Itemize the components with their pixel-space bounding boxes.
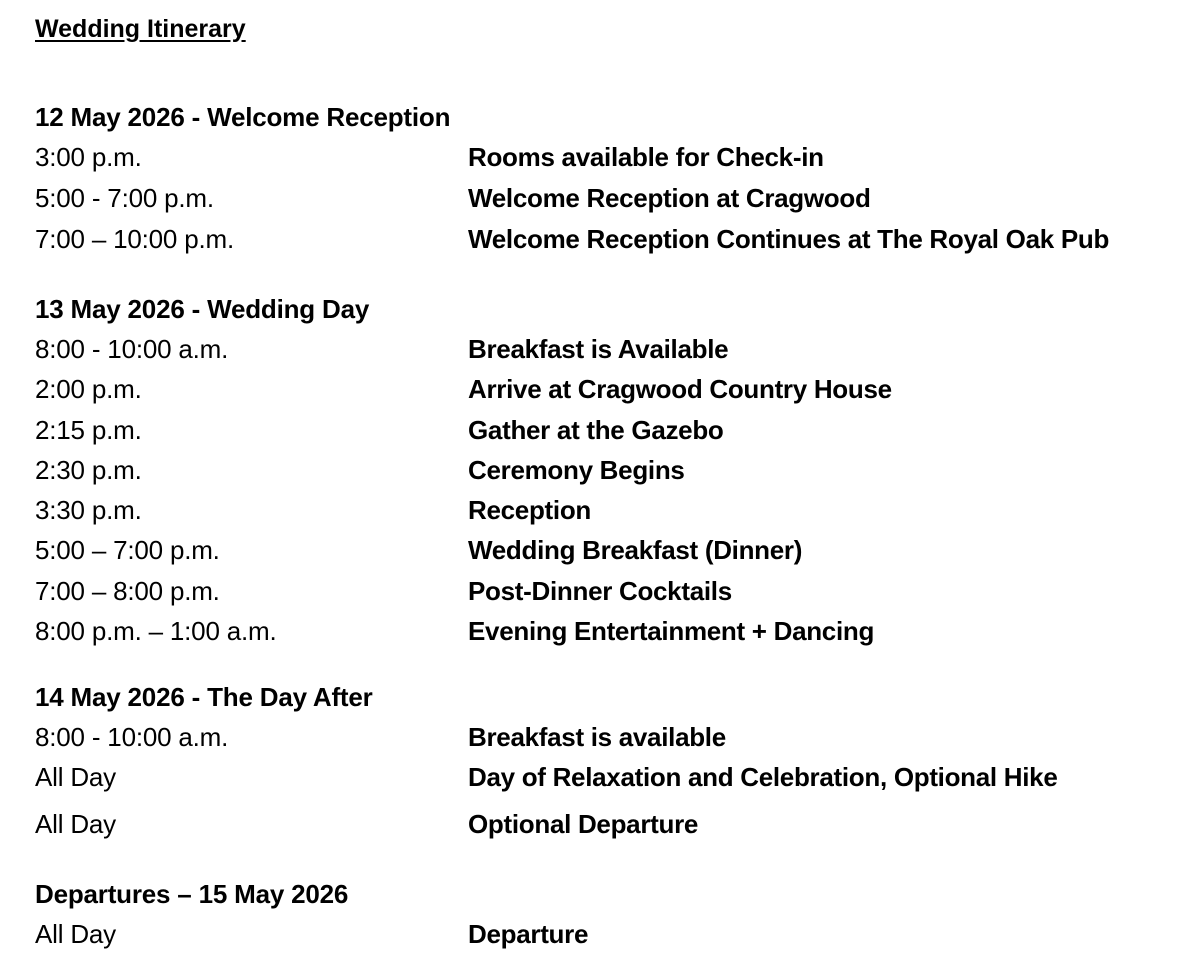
row-event: Optional Departure: [468, 809, 699, 839]
schedule-row: [35, 183, 1200, 217]
schedule-row: [35, 224, 1200, 258]
row-time: 3:30 p.m.: [35, 495, 142, 525]
row-time: All Day: [35, 809, 116, 839]
row-time: All Day: [35, 919, 116, 949]
schedule-row: [35, 334, 1200, 368]
row-event: Evening Entertainment + Dancing: [468, 616, 875, 646]
row-time: 7:00 – 10:00 p.m.: [35, 224, 234, 254]
schedule-row: [35, 455, 1200, 489]
row-event: Day of Relaxation and Celebration, Optional Hike: [468, 762, 1058, 792]
row-time: 8:00 - 10:00 a.m.: [35, 334, 229, 364]
section-heading-wedding-day: 13 May 2026 - Wedding Day: [35, 294, 370, 324]
schedule-row: [35, 762, 1200, 796]
row-event: Gather at the Gazebo: [468, 415, 724, 445]
section-heading-departures: Departures – 15 May 2026: [35, 879, 349, 909]
section-heading-day-after: 14 May 2026 - The Day After: [35, 682, 373, 712]
row-time: 5:00 – 7:00 p.m.: [35, 535, 220, 565]
schedule-row: [35, 722, 1200, 756]
schedule-row: [35, 616, 1200, 650]
schedule-row: [35, 415, 1200, 449]
schedule-row: [35, 576, 1200, 610]
document-title: Wedding Itinerary: [35, 15, 246, 43]
schedule-row: [35, 374, 1200, 408]
row-time: 2:15 p.m.: [35, 415, 142, 445]
row-time: 5:00 - 7:00 p.m.: [35, 183, 214, 213]
row-event: Breakfast is Available: [468, 334, 729, 364]
section-heading-welcome-reception: 12 May 2026 - Welcome Reception: [35, 102, 451, 132]
row-event: Reception: [468, 495, 591, 525]
row-event: Rooms available for Check-in: [468, 142, 824, 172]
row-time: 7:00 – 8:00 p.m.: [35, 576, 220, 606]
row-time: 2:00 p.m.: [35, 374, 142, 404]
row-time: 2:30 p.m.: [35, 455, 142, 485]
row-event: Breakfast is available: [468, 722, 726, 752]
row-event: Post-Dinner Cocktails: [468, 576, 732, 606]
row-event: Departure: [468, 919, 589, 949]
schedule-row: [35, 919, 1200, 953]
row-time: 8:00 p.m. – 1:00 a.m.: [35, 616, 277, 646]
row-event: Ceremony Begins: [468, 455, 685, 485]
schedule-row: [35, 809, 1200, 843]
schedule-row: [35, 142, 1200, 176]
row-event: Welcome Reception Continues at The Royal Oak Pub: [468, 224, 1110, 254]
schedule-row: [35, 495, 1200, 529]
row-event: Wedding Breakfast (Dinner): [468, 535, 803, 565]
row-event: Welcome Reception at Cragwood: [468, 183, 871, 213]
row-time: 3:00 p.m.: [35, 142, 142, 172]
row-event: Arrive at Cragwood Country House: [468, 374, 892, 404]
row-time: 8:00 - 10:00 a.m.: [35, 722, 229, 752]
row-time: All Day: [35, 762, 116, 792]
schedule-row: [35, 535, 1200, 569]
